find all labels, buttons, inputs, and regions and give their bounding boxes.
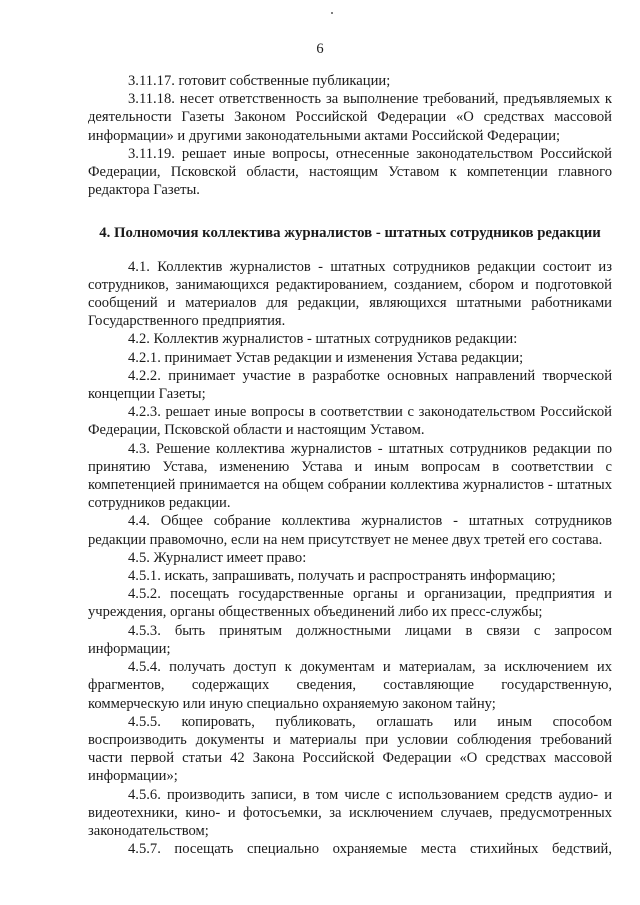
paragraph-4-2-2: 4.2.2. принимает участие в разработке основных направлений творческой концепции Газеты;	[88, 367, 612, 403]
paragraph-4-4: 4.4. Общее собрание коллектива журналистов - штатных сотрудников редакции правомочно, если на нем присутствует не менее двух третей его состава.	[88, 513, 612, 548]
paragraph-4-5-4: 4.5.4. получать доступ к документам и материалам, за исключением их фрагментов, содержащих сведения, составляющие государственную, коммерческую или иную специально охраняемую законом тайну;	[88, 659, 612, 712]
paragraph-3-11-17: 3.11.17. готовит собственные публикации;	[128, 73, 391, 89]
paragraph-4-5-3: 4.5.3. быть принятым должностными лицами в связи с запросом информации;	[88, 622, 612, 657]
page-number: 6	[316, 41, 324, 57]
paragraph-4-2-1: 4.2.1. принимает Устав редакции и изменения Устава редакции;	[128, 349, 524, 366]
section-4-heading: 4. Полномочия коллектива журналистов - штатных сотрудников редакции	[99, 225, 601, 242]
paragraph-4-5-5: 4.5.5. копировать, публиковать, оглашать или иным способом воспроизводить документы и материалы при условии соблюдения требований части первой статьи 42 Закона Российской Федерации «О средствах массовой информации»;	[88, 713, 612, 785]
paragraph-4-5-1: 4.5.1. искать, запрашивать, получать и распространять информацию;	[128, 568, 556, 585]
paragraph-4-2: 4.2. Коллектив журналистов - штатных сотрудников редакции:	[128, 331, 518, 348]
scan-speck	[331, 12, 333, 14]
paragraph-3-11-18: 3.11.18. несет ответственность за выполнение требований, предъявляемых к деятельности Газеты Законом Российской Федерации «О средствах массовой информации» и другими законодательными актами Российской Федерации;	[88, 91, 612, 144]
document-body	[88, 72, 612, 858]
paragraph-4-3: 4.3. Решение коллектива журналистов - штатных сотрудников редакции по принятию Устава, изменению Устава и иным вопросам в соответствии с компетенцией принимается на общем собрании коллектива журналистов - штатных сотрудников редакции.	[88, 440, 612, 512]
paragraph-4-5: 4.5. Журналист имеет право:	[128, 549, 307, 566]
paragraph-4-5-6: 4.5.6. производить записи, в том числе с использованием средств аудио- и видеотехники, кино- и фотосъемки, за исключением случаев, предусмотренных законодательством;	[88, 786, 612, 839]
paragraph-4-1: 4.1. Коллектив журналистов - штатных сотрудников редакции состоит из сотрудников, занимающихся редактированием, созданием, сбором и подготовкой сообщений и материалов для редакции, являющихся штатными работниками Государственного предприятия.	[88, 258, 612, 330]
paragraph-4-5-2: 4.5.2. посещать государственные органы и организации, предприятия и учреждения, органы общественных объединений либо их пресс-службы;	[88, 586, 612, 621]
paragraph-4-5-7: 4.5.7. посещать специально охраняемые места стихийных бедствий,	[128, 841, 612, 858]
paragraph-3-11-19: 3.11.19. решает иные вопросы, отнесенные законодательством Российской Федерации, Псковской области, настоящим Уставом к компетенции главного редактора Газеты.	[88, 145, 612, 199]
paragraph-4-2-3: 4.2.3. решает иные вопросы в соответствии с законодательством Российской Федерации, Псковской области и настоящим Уставом.	[88, 404, 612, 439]
